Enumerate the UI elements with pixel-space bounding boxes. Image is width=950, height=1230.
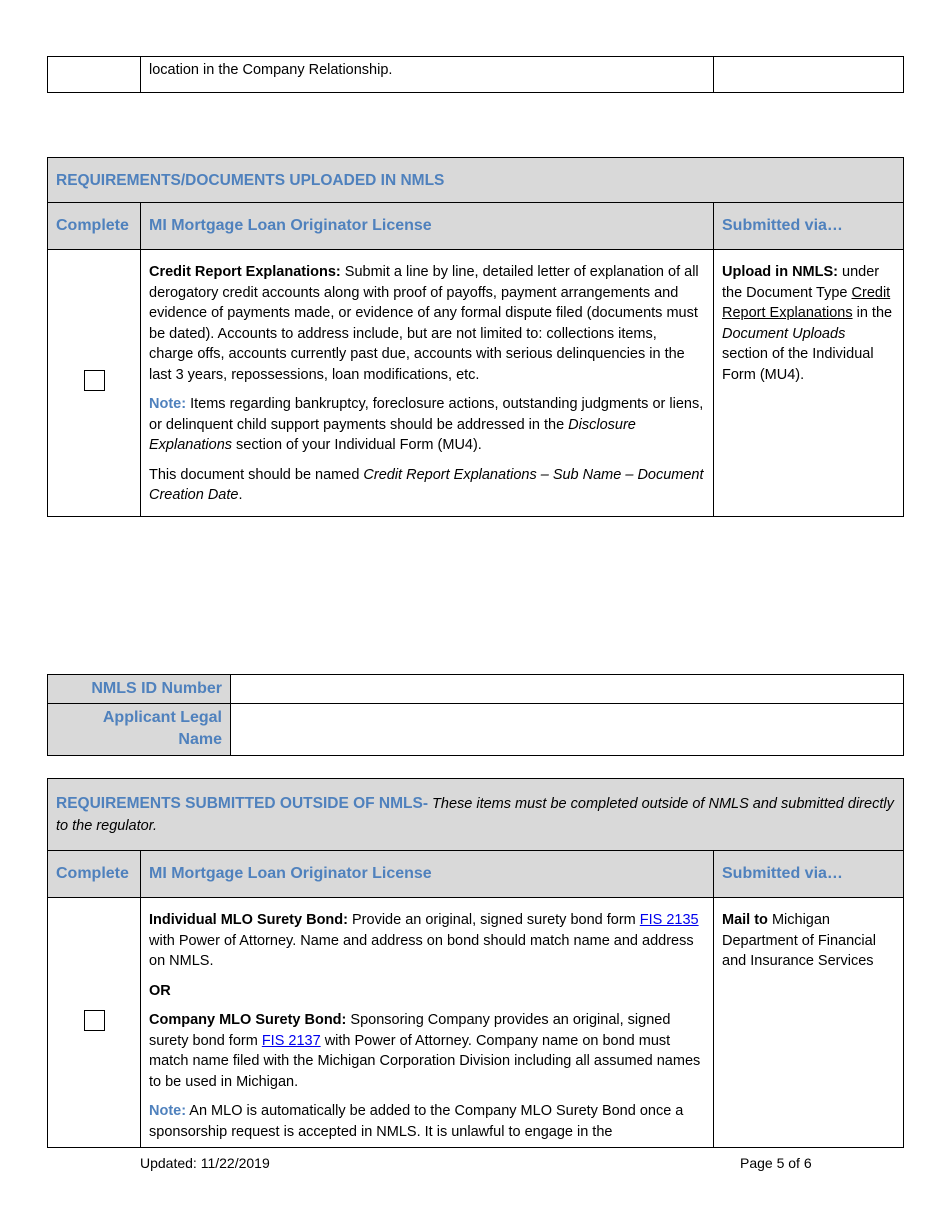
via-mail-label: Mail to (722, 912, 768, 928)
credit-note-italic: Disclosure Explanations (149, 416, 636, 453)
doc-name-italic: Credit Report Explanations – Sub Name – Document Creation Date (149, 466, 704, 503)
outside-section-subtitle: These items must be completed outside of NMLS and submitted directly to the regulator. (56, 796, 894, 834)
footer-updated: Updated: 11/22/2019 (140, 1155, 270, 1171)
doc-name-suffix: . (238, 487, 243, 503)
via-doc-type: Credit Report Explanations (722, 284, 891, 321)
via-text-2: in the (852, 305, 893, 321)
outside-header-license: MI Mortgage Loan Originator License (149, 865, 432, 882)
doc-name-prefix: This document should be named (149, 466, 364, 483)
nmls-id-label: NMLS ID Number (91, 680, 222, 697)
credit-report-label: Credit Report Explanations: (149, 264, 341, 280)
fis-2135-link[interactable]: FIS 2135 (639, 912, 699, 928)
via-text-3: section of the Individual Form (MU4). (722, 346, 874, 383)
outside-requirements-table (47, 778, 904, 1148)
surety-note-label: Note: (149, 1103, 187, 1119)
via-text-1: under the Document Type (722, 264, 880, 301)
legal-name-label: Applicant Legal Name (102, 709, 222, 748)
credit-report-checkbox[interactable] (84, 370, 105, 391)
company-bond-text: Sponsoring Company provides an original, signed surety bond form (149, 1012, 671, 1049)
via-italic: Document Uploads (722, 325, 846, 342)
credit-note-label: Note: (149, 396, 187, 412)
fis-2137-link[interactable]: FIS 2137 (261, 1032, 321, 1049)
nmls-requirements-table (47, 157, 904, 517)
continued-table (47, 56, 904, 93)
via-mail-text: Michigan Department of Financial and Insurance Services (722, 912, 876, 969)
individual-bond-text-2: with Power of Attorney. Name and address on bond should match name and address on NMLS. (149, 932, 694, 969)
surety-via-cell (714, 898, 904, 1148)
outside-header-complete: Complete (56, 865, 129, 882)
continued-text: location in the Company Relationship. (141, 57, 714, 93)
continued-complete-cell (48, 57, 141, 93)
company-bond-label: Company MLO Surety Bond: (149, 1012, 347, 1028)
credit-report-requirement (141, 250, 714, 517)
nmls-section-title: REQUIREMENTS/DOCUMENTS UPLOADED IN NMLS (56, 172, 445, 189)
credit-note-text: Items regarding bankruptcy, foreclosure actions, outstanding judgments or liens, or delinquent child support payments should be addressed in the (149, 396, 704, 433)
company-bond-text-2: with Power of Attorney. Company name on bond must match name filed with the Michigan Corporation Division including all assumed names to be used in Michigan. (149, 1032, 701, 1090)
continued-via-cell (714, 57, 904, 93)
credit-complete-cell (48, 250, 141, 517)
individual-bond-text: Provide an original, signed surety bond form (347, 912, 640, 928)
header-complete: Complete (56, 217, 129, 234)
surety-bond-checkbox[interactable] (84, 1010, 105, 1031)
legal-name-field[interactable] (231, 704, 904, 756)
or-separator: OR (149, 982, 171, 999)
individual-bond-label: Individual MLO Surety Bond: (149, 912, 348, 928)
credit-note-text-2: section of your Individual Form (MU4). (232, 437, 482, 453)
surety-bond-requirement (141, 898, 714, 1148)
footer-page-number: Page 5 of 6 (740, 1155, 812, 1171)
header-license: MI Mortgage Loan Originator License (149, 217, 432, 234)
outside-header-submitted: Submitted via… (722, 865, 843, 882)
header-submitted: Submitted via… (722, 217, 843, 234)
nmls-id-field[interactable] (231, 675, 904, 704)
outside-section-title: REQUIREMENTS SUBMITTED OUTSIDE OF NMLS- (56, 795, 428, 812)
surety-complete-cell (48, 898, 141, 1148)
surety-note-text: An MLO is automatically be added to the Company MLO Surety Bond once a sponsorship request is accepted in NMLS. It is unlawful to engage in the (149, 1103, 684, 1140)
via-upload-label: Upload in NMLS: (722, 264, 838, 280)
credit-via-cell (714, 250, 904, 517)
applicant-id-table (47, 674, 904, 756)
credit-report-text: Submit a line by line, detailed letter of explanation of all derogatory credit accounts along with proof of payoffs, payment arrangements and evidence of payments made, or evidence of any formal dispute filed (documents must be dated). Accounts to address include, but are not limited to: collections items, charge offs, accounts currently past due, accounts with serious delinquencies in the last 3 years, repossessions, loan modifications, etc. (149, 264, 699, 383)
